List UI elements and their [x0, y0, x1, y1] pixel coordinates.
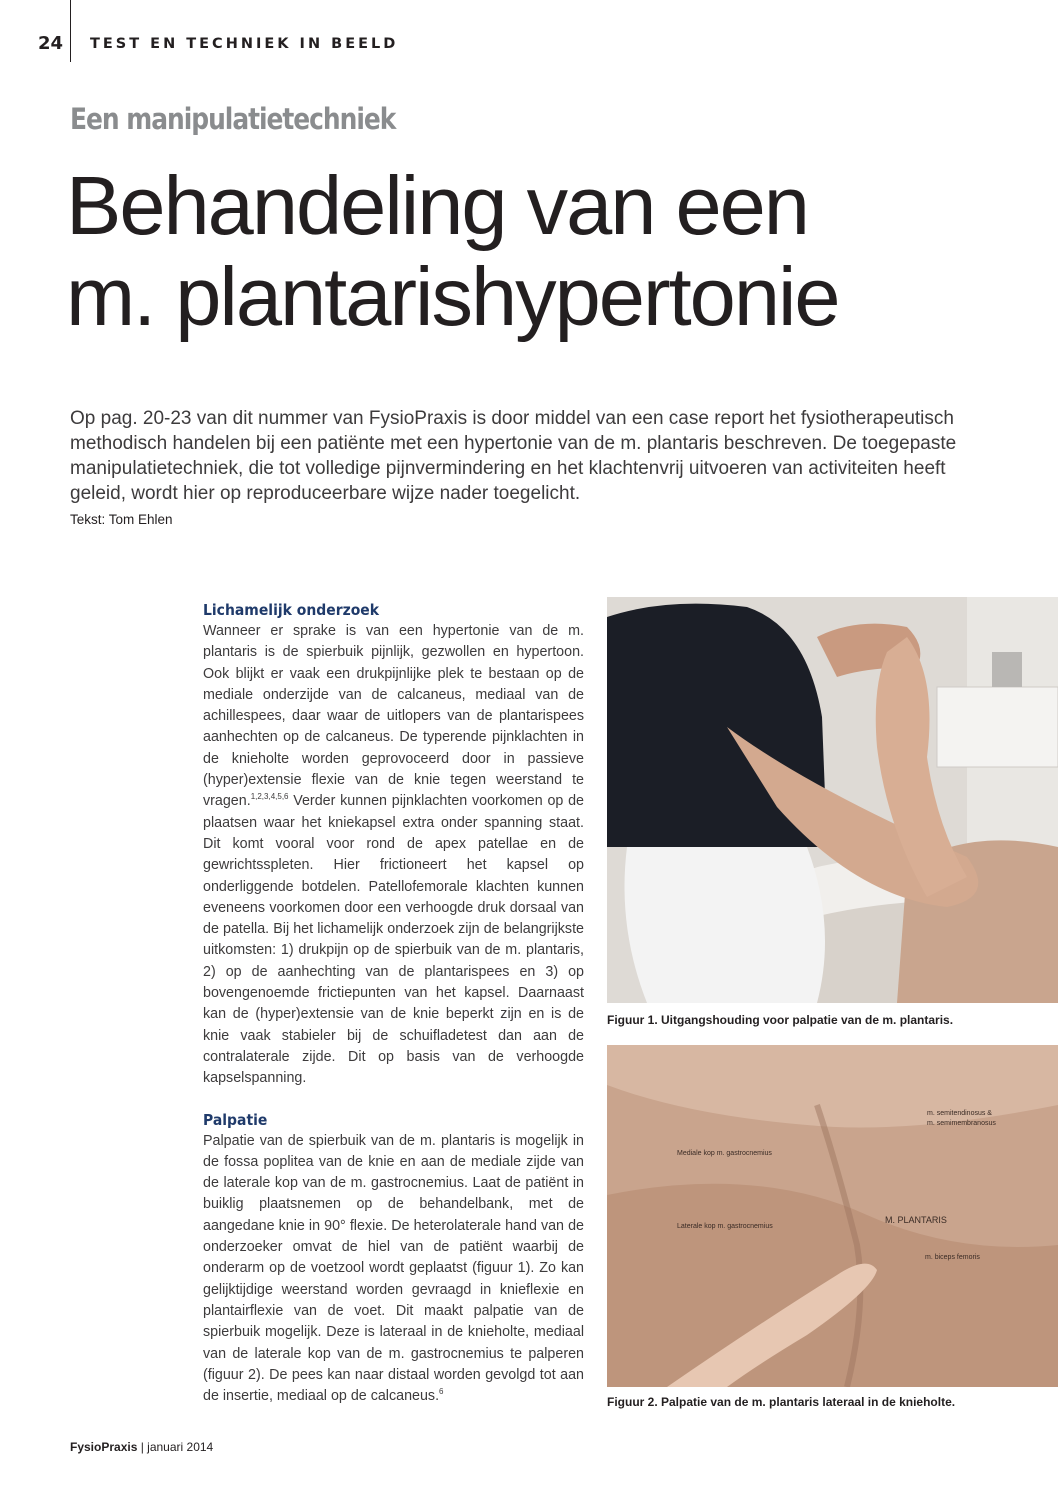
label-medial-head: Mediale kop m. gastrocnemius [677, 1150, 772, 1157]
reference-superscript: 6 [439, 1387, 444, 1397]
figure-1-caption: Figuur 1. Uitgangshouding voor palpatie van de m. plantaris. [607, 1013, 954, 1027]
footer [70, 1440, 213, 1454]
article-kicker: Een manipulatietechniek [70, 102, 396, 136]
paragraph-palpatie: Palpatie van de spierbuik van de m. plantaris is mogelijk in de fossa poplitea van de knie en aan de mediale zijde van de laterale kop van de m. gastrocnemius. Laat de patiënt in buiklig plaatsnemen op de behandelbank, met de aangedane knie in 90° flexie. De heterolaterale hand van de onderzoeker omvat de hiel van de patiënt waarbij de onderarm op de voetzool wordt geplaatst (figuur 1). Zo kan gelijktijdige weerstand worden gevraagd in knieflexie en plantairflexie van de voet. Dit maakt palpatie van de spierbuik mogelijk. Deze is lateraal in de knieholte, mediaal van de laterale kop van de m. gastrocnemius te palperen (figuur 2). De pees kan naar distaal worden gevolgd tot aan de insertie, mediaal op de calcaneus.$^6$ [203, 1132, 584, 1405]
paragraph-lichamelijk-onderzoek: Wanneer er sprake is van een hypertonie van de m. plantaris is de spierbuik pijnlijk, gezwollen en hypertoon. Ook blijkt er vaak een drukpijnlijke plek te bestaan op de mediale onderzijde van de calcaneus, mediaal van de achillespees, daar waar de uitlopers van de plantarispees aanhechten op de calcaneus. De typerende pijnklachten in de knieholte worden geprovoceerd door in passieve (hyper)extensie flexie van de knie tegen weerstand te vragen.$^{1,2,3,4,5,6}$ Verder kunnen pijnklachten voorkomen op de plaatsen waar het kniekapsel extra onder spanning staat. Dit komt vooral voor rond de apex patellae en de gewrichtsspleten. Hier frictioneert het kapsel op onderliggende botdelen. Patellofemorale klachten kunnen eveneens voorkomen door een verhoogde druk dorsaal van de patella. Bij het lichamelijk onderzoek zijn de belangrijkste uitkomsten: 1) drukpijn op de spierbuik van de m. plantaris, 2) op de aanhechting van de plantarispees en 3) op bovengenoemde frictiepunten van het kapsel. Daarnaast kan de (hyper)extensie van de knie beperkt zijn en is de knie vaak stabieler bij de schuifladetest dan aan de contralaterale zijde. Dit op basis van de verhoogde kapselspanning. [203, 623, 584, 1087]
label-lateral-head: Laterale kop m. gastrocnemius [677, 1223, 773, 1230]
reference-superscript: 1,2,3,4,5,6 [250, 792, 289, 802]
section-title: TEST EN TECHNIEK IN BEELD [90, 36, 399, 52]
article-title-line-1: Behandeling van een [66, 159, 808, 252]
figure-2-photo [607, 1045, 1058, 1387]
label-semitendinosus-2: m. semimembranosus [927, 1120, 996, 1127]
byline: Tekst: Tom Ehlen [70, 512, 173, 527]
label-semitendinosus-1: m. semitendinosus & [927, 1110, 992, 1117]
figure-1-illustration [607, 597, 1058, 1003]
label-plantaris: M. PLANTARIS [885, 1215, 947, 1225]
footer-date: | januari 2014 [137, 1440, 214, 1454]
figure-2-caption: Figuur 2. Palpatie van de m. plantaris lateraal in de knieholte. [607, 1395, 956, 1409]
article-intro: Op pag. 20-23 van dit nummer van FysioPraxis is door middel van een case report het fysiotherapeutisch methodisch handelen bij een patiënte met een hypertonie van de m. plantaris beschreven. De toegepaste manipulatietechniek, die tot volledige pijnvermindering en het klachtenvrij uitvoeren van activiteiten heeft geleid, wordt hier op reproduceerbare wijze nader toegelicht. [70, 408, 957, 504]
heading-lichamelijk-onderzoek: Lichamelijk onderzoek [203, 601, 380, 619]
figure-1-photo [607, 597, 1058, 1003]
footer-brand: FysioPraxis [70, 1440, 138, 1454]
body-column [203, 600, 584, 1407]
article-title [66, 160, 1056, 342]
article-title-line-2: m. plantarishypertonie [66, 250, 839, 343]
figure-2-illustration [607, 1045, 1058, 1387]
heading-palpatie: Palpatie [203, 1110, 268, 1129]
label-biceps-femoris: m. biceps femoris [925, 1254, 980, 1261]
page-number: 24 [38, 33, 64, 54]
header-divider [70, 0, 71, 62]
